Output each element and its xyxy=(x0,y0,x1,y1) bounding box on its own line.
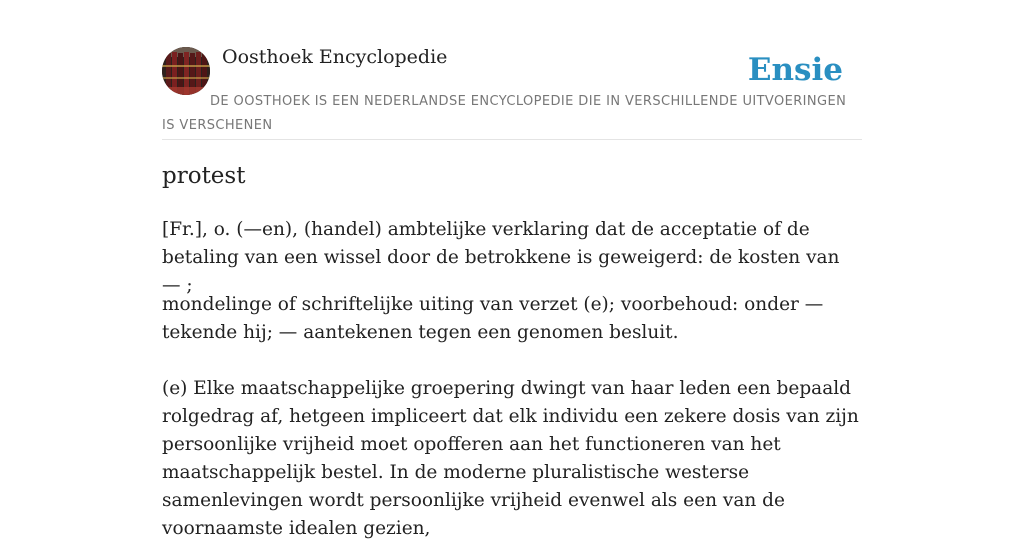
site-title[interactable]: Oosthoek Encyclopedie xyxy=(222,46,448,68)
header-divider xyxy=(162,139,862,140)
entry-paragraph: (e) Elke maatschappelijke groepering dwingt van haar leden een bepaald rolgedrag af, hetgeen impliceert dat elk individu een zekere dosis van zijn persoonlijke vrijheid moet opofferen aan het functioneren van het maatschappelijk bestel. In de moderne pluralistische westerse samenlevingen wordt persoonlijke vrijheid evenwel als een van de voornaamste idealen gezien, xyxy=(162,378,859,539)
entry-paragraph: [Fr.], o. (—en), (handel) ambtelijke verklaring dat de acceptatie of de betaling van een wissel door de betrokkene is geweigerd: de kosten van — ; xyxy=(162,219,840,296)
encyclopedia-books-icon xyxy=(162,47,210,95)
site-tagline: DE OOSTHOEK IS EEN NEDERLANDSE ENCYCLOPEDIE DIE IN VERSCHILLENDE UITVOERINGEN IS VERSCHENEN xyxy=(162,94,847,133)
brand-logo[interactable]: Ensie xyxy=(747,52,843,88)
entry-headword: protest xyxy=(162,163,246,189)
entry-paragraph: mondelinge of schriftelijke uiting van verzet (e); voorbehoud: onder — tekende hij; — aantekenen tegen een genomen besluit. xyxy=(162,294,824,343)
avatar[interactable] xyxy=(162,47,210,95)
